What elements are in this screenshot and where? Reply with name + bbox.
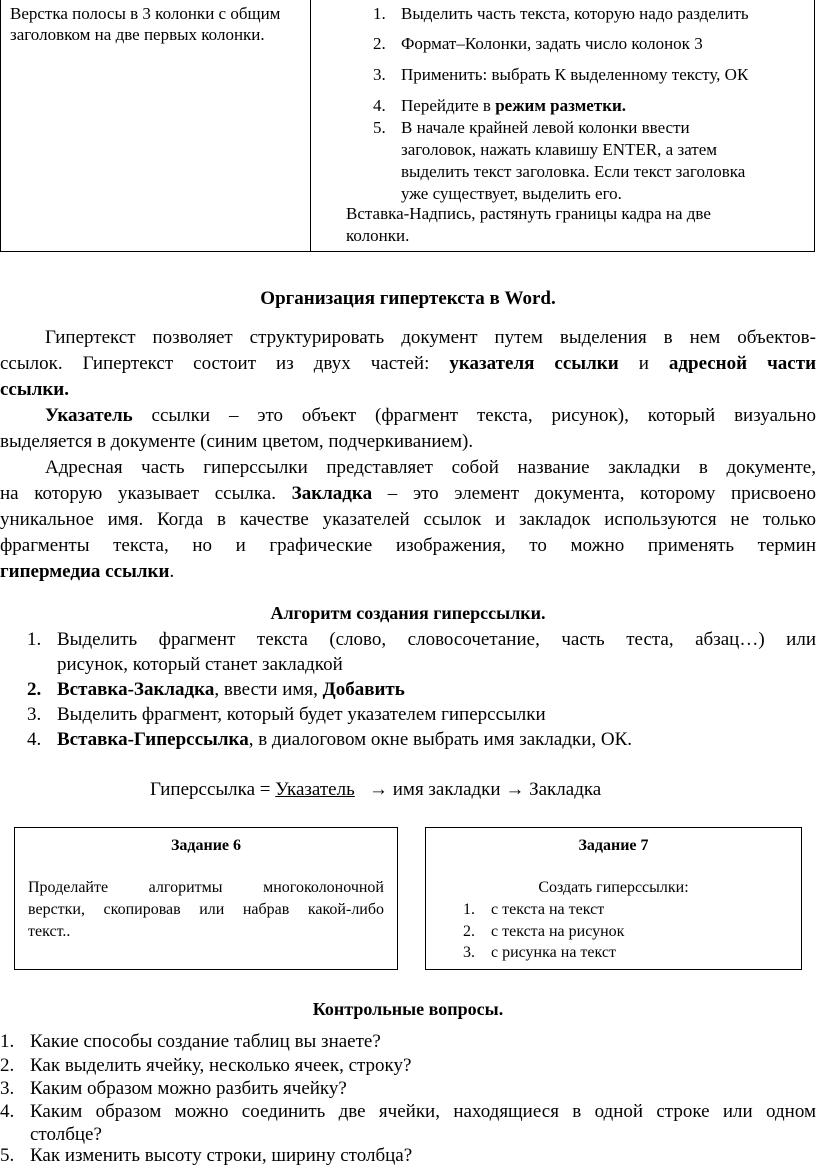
paragraph-line: Указатель ссылки – это объект (фрагмент текста, рисунок), который визуально bbox=[45, 405, 816, 426]
question-item: Какие способы создание таблиц вы знаете? bbox=[30, 1031, 381, 1052]
task-7-intro: Создать гиперссылки: bbox=[538, 879, 689, 896]
table-step-number: 3. bbox=[373, 65, 386, 84]
arrow-right-icon: → bbox=[505, 779, 525, 800]
algorithm-item-3: Выделить фрагмент, который будет указателем гиперссылки bbox=[57, 704, 546, 725]
question-item-continued: столбце? bbox=[30, 1124, 102, 1145]
task-7-item: с текста на рисунок bbox=[491, 923, 625, 940]
task-7-item: с текста на текст bbox=[491, 901, 605, 918]
question-number: 2. bbox=[0, 1055, 15, 1076]
paragraph-line: ссылок. Гипертекст состоит из двух частей: указателя ссылки и адресной части bbox=[0, 353, 816, 374]
algorithm-item-number: 4. bbox=[27, 729, 42, 750]
algorithm-item-4: Вставка-Гиперссылка, в диалоговом окне выбрать имя закладки, ОК. bbox=[57, 729, 633, 750]
question-number: 4. bbox=[0, 1101, 15, 1122]
paragraph-line: Гипертекст позволяет структурировать документ путем выделения в нем объектов- bbox=[45, 327, 816, 348]
table-column-divider bbox=[310, 0, 311, 252]
task-6-text: текст.. bbox=[28, 923, 71, 940]
question-number: 1. bbox=[0, 1031, 15, 1052]
table-step-text: В начале крайней левой колонки ввести bbox=[401, 118, 690, 137]
task-7-item-number: 2. bbox=[463, 923, 475, 940]
table-step-text: Выделить часть текста, которую надо разделить bbox=[401, 4, 749, 23]
task-7-item-number: 3. bbox=[463, 944, 475, 961]
question-number: 3. bbox=[0, 1078, 15, 1099]
questions-title: Контрольные вопросы. bbox=[312, 999, 504, 1019]
question-item: Как выделить ячейку, несколько ячеек, строку? bbox=[30, 1055, 412, 1076]
paragraph-line: Адресная часть гиперссылки представляет собой название закладки в документе, bbox=[45, 457, 816, 478]
question-number: 5. bbox=[0, 1145, 15, 1166]
table-step-text: Формат–Колонки, задать число колонок 3 bbox=[401, 34, 703, 53]
task-6-title: Задание 6 bbox=[170, 837, 242, 854]
table-step-text: Перейдите в режим разметки. bbox=[401, 96, 627, 115]
algorithm-item-1-line: рисунок, который станет закладкой bbox=[57, 654, 343, 675]
table-step-text: выделить текст заголовка. Если текст заголовка bbox=[401, 162, 746, 181]
hyperlink-formula: Гиперссылка = Указатель → имя закладки → Закладка bbox=[150, 779, 602, 800]
paragraph-line: фрагменты текста, но и графические изображения, то можно применять термин bbox=[0, 535, 816, 556]
question-item: Как изменить высоту строки, ширину столбца? bbox=[30, 1145, 413, 1166]
algorithm-item-1-line: Выделить фрагмент текста (слово, словосочетание, часть теста, абзац…) или bbox=[57, 629, 816, 650]
table-step-5 bbox=[373, 117, 813, 205]
table-step-text: Применить: выбрать К выделенному тексту, ОК bbox=[401, 65, 749, 84]
task-6-text: Проделайте алгоритмы многоколоночной bbox=[28, 879, 384, 896]
table-step-text: заголовок, нажать клавишу ENTER, а затем bbox=[401, 140, 718, 159]
task-7-item: с рисунка на текст bbox=[491, 944, 616, 961]
paragraph-line: выделяется в документе (синим цветом, подчеркиванием). bbox=[0, 431, 474, 452]
task-7-title: Задание 7 bbox=[578, 837, 649, 854]
algorithm-item-number: 2. bbox=[27, 679, 42, 700]
algorithm-item-number: 1. bbox=[27, 629, 42, 650]
table-note-line-2: колонки. bbox=[346, 226, 410, 245]
arrow-right-icon: → bbox=[369, 779, 388, 800]
section-title: Организация гипертекста в Word. bbox=[260, 288, 556, 309]
algorithm-item-2: Вставка-Закладка, ввести имя, Добавить bbox=[57, 679, 405, 700]
task-7-item-number: 1. bbox=[463, 901, 475, 918]
algorithm-item-number: 3. bbox=[27, 704, 42, 725]
question-item: Каким образом можно соединить две ячейки, находящиеся в одной строке или одном bbox=[30, 1101, 816, 1122]
paragraph-line: уникальное имя. Когда в качестве указателей ссылок и закладок используются не только bbox=[0, 509, 816, 530]
table-note-line-1: Вставка-Надпись, растянуть границы кадра на две bbox=[346, 204, 711, 223]
paragraph-line: на которую указывает ссылка. Закладка – это элемент документа, которому присвоено bbox=[0, 483, 816, 504]
table-step-number: 2. bbox=[373, 34, 386, 53]
table-step-number: 1. bbox=[373, 4, 386, 23]
table-left-cell-text: Верстка полосы в 3 колонки с общим заголовком на две первых колонки. bbox=[10, 4, 281, 44]
table-step-text: уже существует, выделить его. bbox=[401, 184, 622, 203]
table-step-number: 4. bbox=[373, 96, 386, 115]
paragraph-line: ссылки. bbox=[0, 379, 70, 400]
task-6-text: верстки, скопировав или набрав какой-либо bbox=[28, 901, 384, 918]
paragraph-line: гипермедиа ссылки. bbox=[0, 561, 175, 582]
question-item: Каким образом можно разбить ячейку? bbox=[30, 1078, 347, 1099]
table-step-number: 5. bbox=[373, 118, 386, 137]
algorithm-title: Алгоритм создания гиперссылки. bbox=[270, 603, 546, 623]
